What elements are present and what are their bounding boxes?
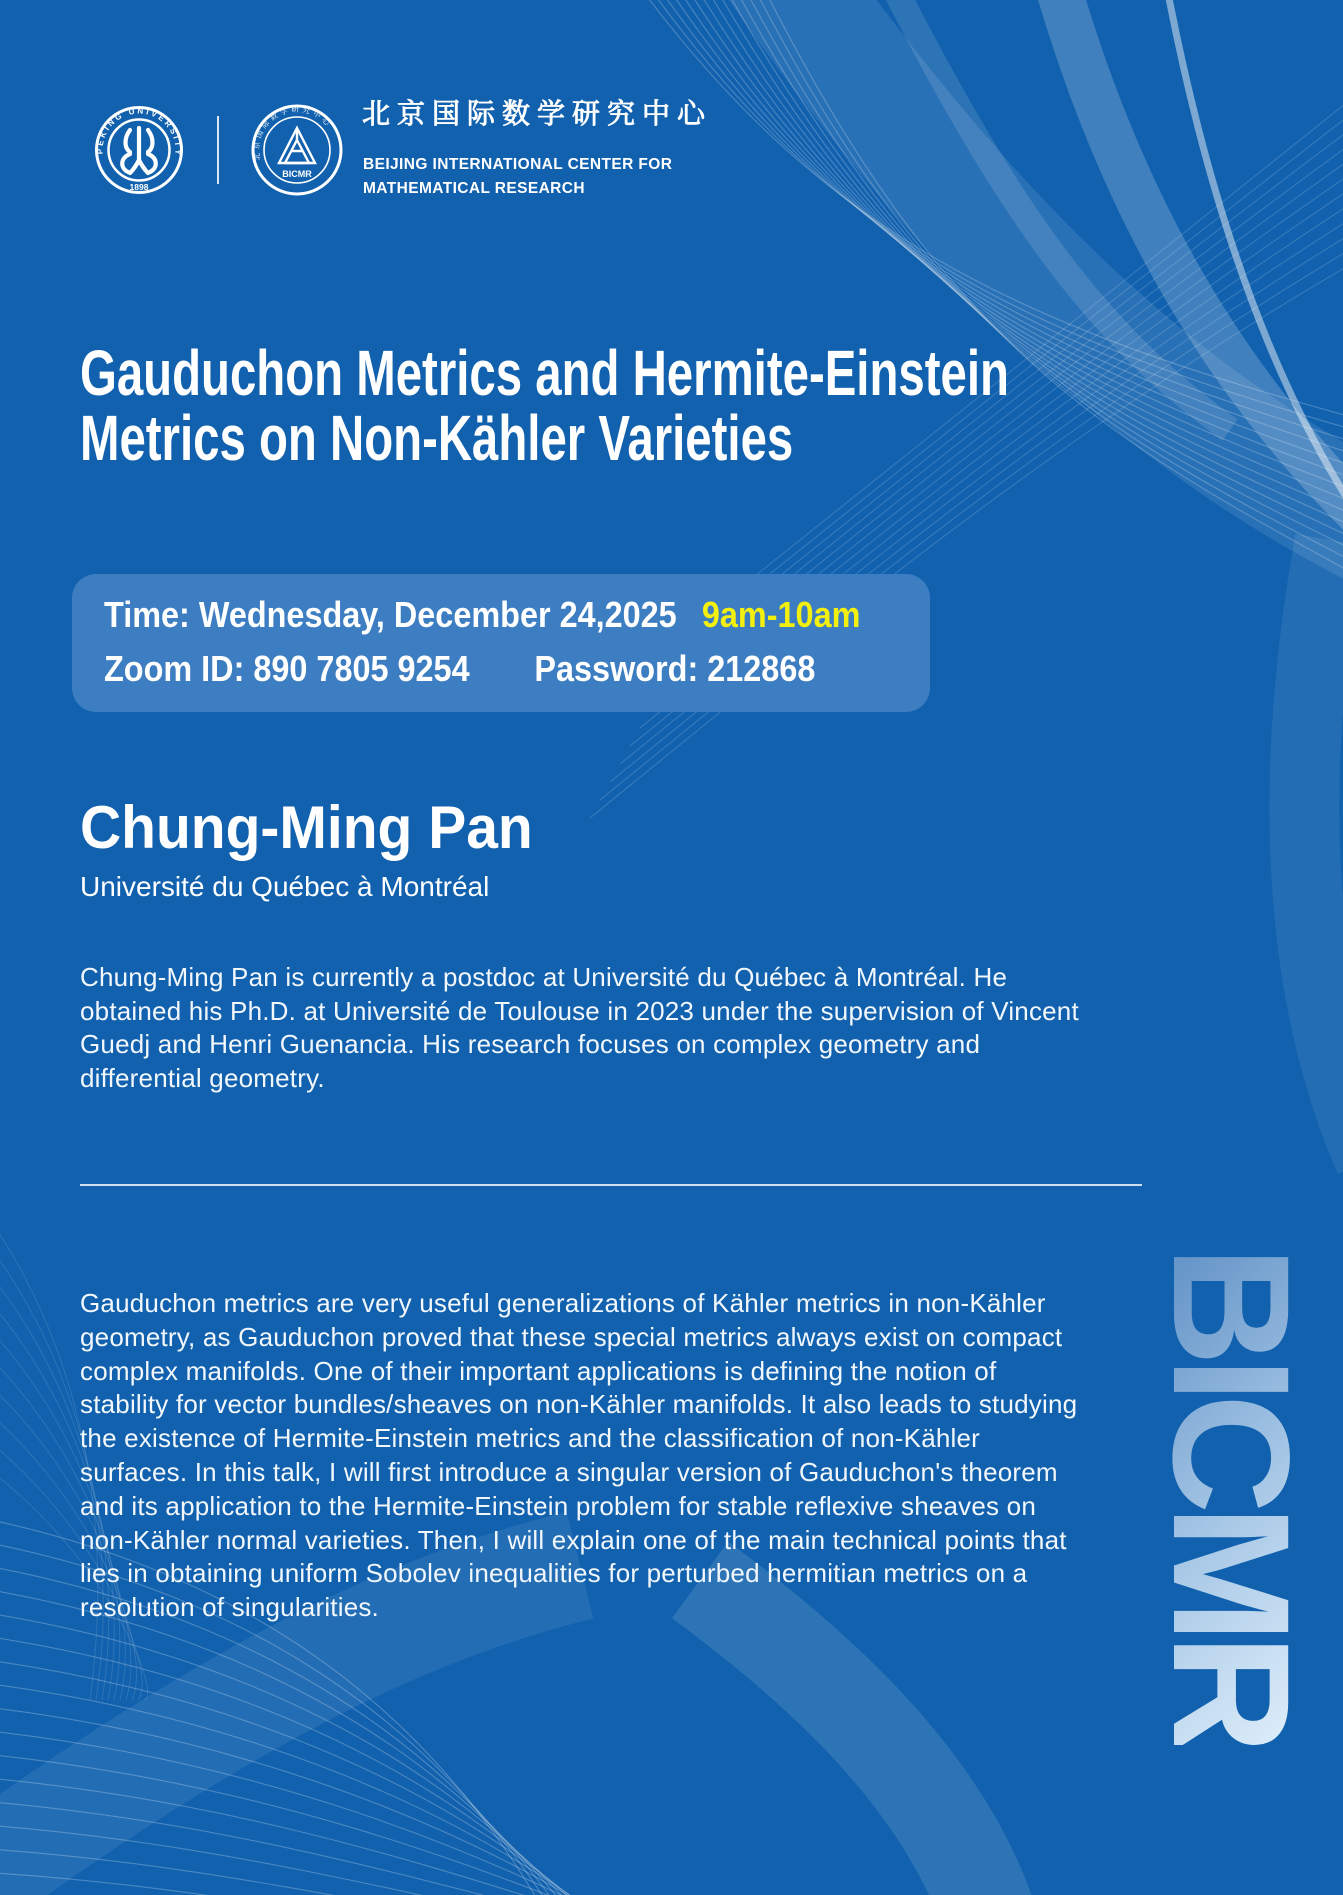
pku-ring-text: PEKING UNIVERSITY [95,106,183,158]
time-label: Time: Wednesday, December 24,2025 [104,594,677,635]
session-zoom-line [104,650,815,688]
talk-title [80,337,1335,474]
pku-emblem [122,128,156,173]
logo-divider [217,116,219,184]
org-name-english-line2: MATHEMATICAL RESEARCH [363,180,585,197]
zoom-id-label: Zoom ID: 890 7805 9254 [104,648,470,689]
pku-year: 1898 [129,182,149,192]
speaker-name: Chung-Ming Pan [80,794,533,861]
session-time-line [104,596,860,634]
session-info-panel [72,574,930,712]
bicmr-logo [250,103,344,197]
talk-title-line1: Gauduchon Metrics and Hermite-Einstein [80,337,1009,409]
time-highlight: 9am-10am [701,594,861,635]
org-name-chinese: 北京国际数学研究中心 [362,97,713,130]
talk-title-line2: Metrics on Non-Kähler Varieties [80,402,794,474]
speaker-bio: Chung-Ming Pan is currently a postdoc at Université du Québec à Montréal. He obtained his Ph.D. at Université de Toulouse in 2023 under the supervision of Vincent Guedj and Henri Guenancia. His research focuses on complex geometry and differential geometry. [80,962,1079,1093]
bicmr-logo-label: BICMR [282,169,312,179]
pku-logo [94,105,184,195]
bicmr-ring-text: 北京国际数学研究中心 [251,104,335,162]
bicmr-triangle-icon [279,128,315,163]
speaker-affiliation: Université du Québec à Montréal [80,871,490,902]
org-name-english-line1: BEIJING INTERNATIONAL CENTER FOR [363,156,673,173]
section-divider [80,1184,1142,1186]
password-label: Password: 212868 [534,648,816,689]
talk-abstract: Gauduchon metrics are very useful generalizations of Kähler metrics in non-Kähler geometry, as Gauduchon proved that these special metrics always exist on compact complex manifolds. One of their important applications is defining the notion of stability for vector bundles/sheaves on non-Kähler manifolds. It also leads to studying the existence of Hermite-Einstein metrics and the classification of non-Kähler surfaces. In this talk, I will first introduce a singular version of Gauduchon's theorem and its application to the Hermite-Einstein problem for stable reflexive sheaves on non-Kähler normal varieties. Then, I will explain one of the main technical points that lies in obtaining uniform Sobolev inequalities for perturbed hermitian metrics on a resolution of singularities. [80,1288,1078,1623]
bicmr-watermark: BICMR [1138,1246,1323,1746]
